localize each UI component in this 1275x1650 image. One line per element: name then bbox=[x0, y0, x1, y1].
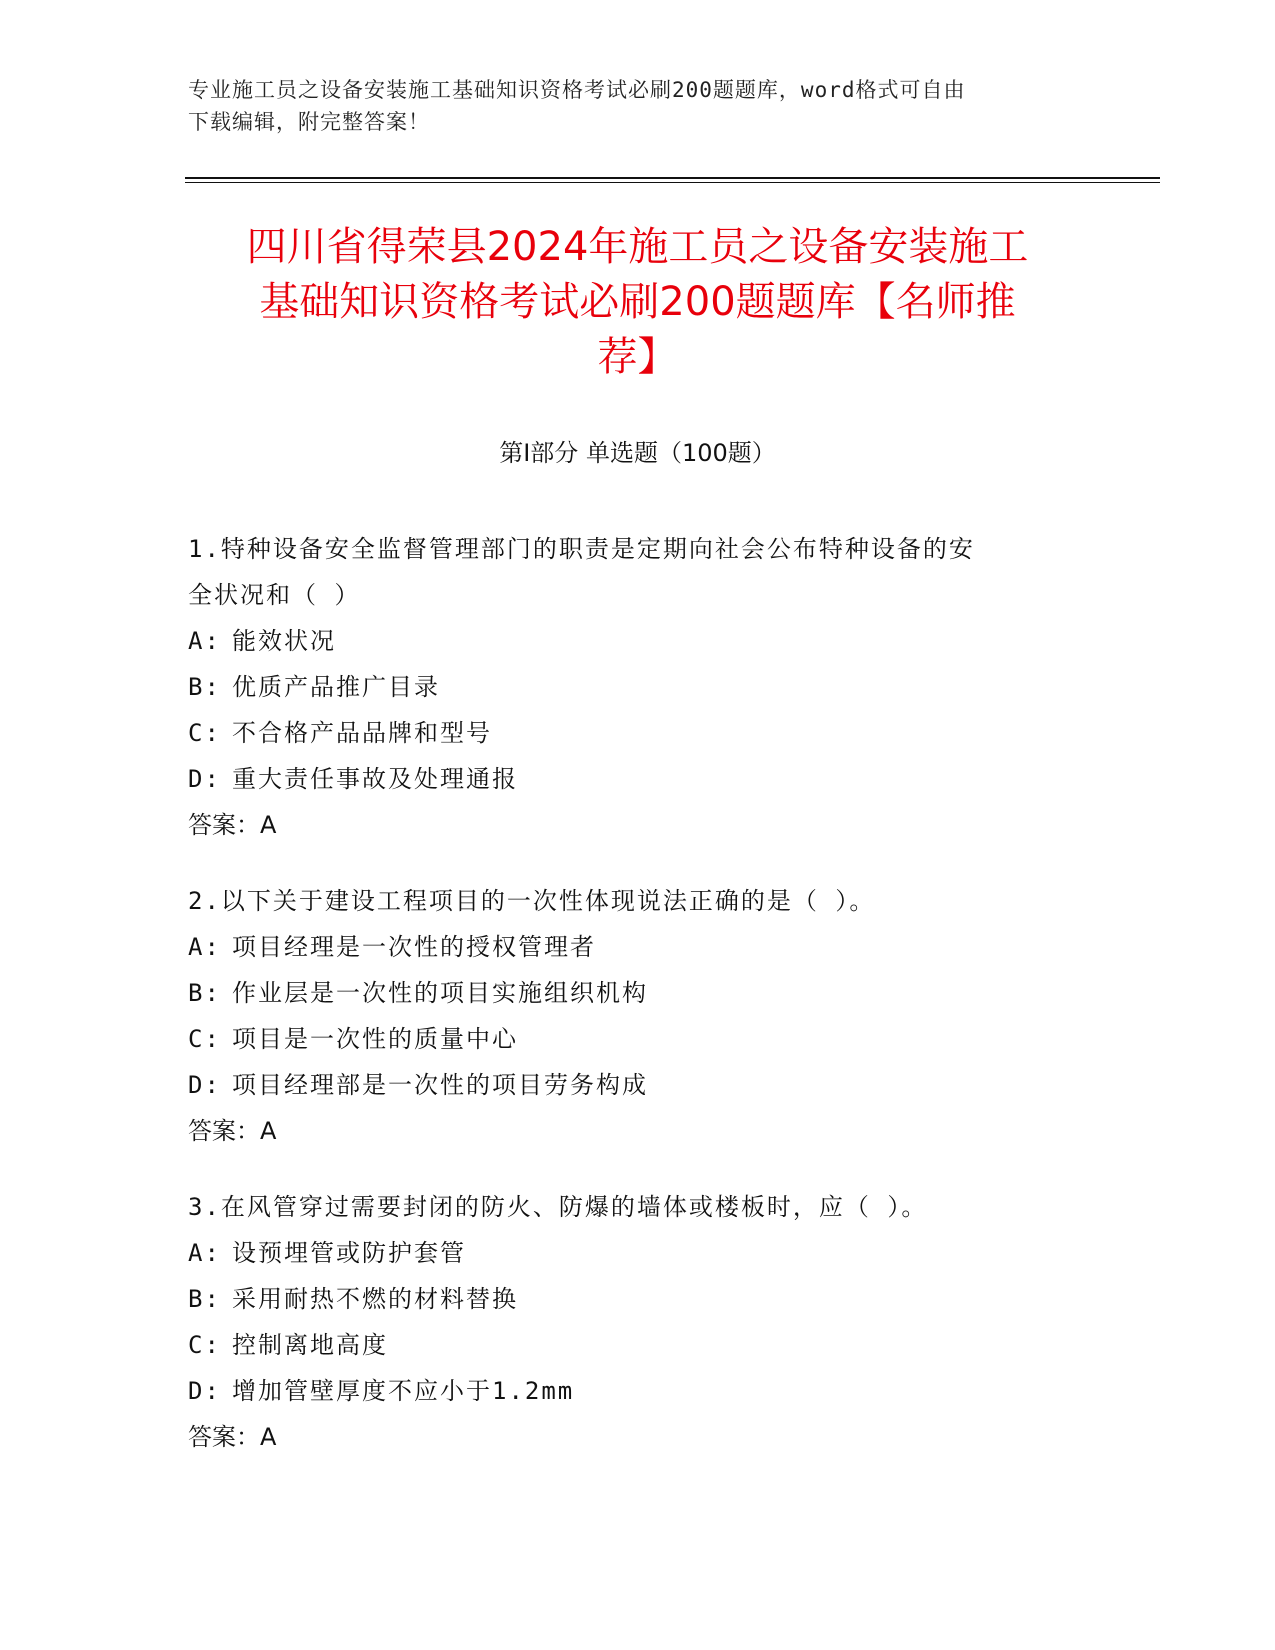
answer-value: A bbox=[260, 1423, 277, 1451]
option-key: B: bbox=[188, 1285, 221, 1313]
option-text: 重大责任事故及处理通报 bbox=[232, 765, 518, 793]
question-stem bbox=[188, 878, 1088, 924]
document-title bbox=[160, 220, 1115, 385]
option-text: 优质产品推广目录 bbox=[232, 673, 440, 701]
title-line-2: 基础知识资格考试必刷200题题库【名师推 bbox=[259, 279, 1016, 325]
section-heading: 第Ⅰ部分 单选题（100题） bbox=[499, 439, 776, 467]
question-stem-line: 全状况和（ ） bbox=[188, 581, 361, 609]
option-key: A: bbox=[188, 627, 221, 655]
answer-value: A bbox=[260, 811, 277, 839]
question-item bbox=[188, 878, 1088, 1154]
option-c bbox=[188, 1016, 1088, 1062]
option-a bbox=[188, 924, 1088, 970]
answer-line bbox=[188, 802, 1088, 848]
option-b bbox=[188, 1276, 1088, 1322]
option-text: 设预埋管或防护套管 bbox=[232, 1239, 466, 1267]
answer-label: 答案： bbox=[188, 811, 260, 839]
option-c bbox=[188, 710, 1088, 756]
option-text: 增加管壁厚度不应小于1.2mm bbox=[232, 1377, 575, 1405]
title-line-3: 荐】 bbox=[597, 334, 678, 380]
option-b bbox=[188, 664, 1088, 710]
option-text: 控制离地高度 bbox=[232, 1331, 388, 1359]
header-divider-thick bbox=[185, 177, 1160, 179]
question-stem-line: 1.特种设备安全监督管理部门的职责是定期向社会公布特种设备的安 bbox=[188, 535, 975, 563]
answer-line bbox=[188, 1108, 1088, 1154]
option-b bbox=[188, 970, 1088, 1016]
question-stem bbox=[188, 526, 1088, 618]
question-stem bbox=[188, 1184, 1088, 1230]
option-key: C: bbox=[188, 719, 221, 747]
answer-label: 答案： bbox=[188, 1423, 260, 1451]
document-header-note bbox=[188, 74, 1088, 138]
question-stem-line: 2.以下关于建设工程项目的一次性体现说法正确的是（ ）。 bbox=[188, 887, 876, 915]
option-key: B: bbox=[188, 673, 221, 701]
option-key: D: bbox=[188, 765, 221, 793]
option-d bbox=[188, 756, 1088, 802]
option-text: 采用耐热不燃的材料替换 bbox=[232, 1285, 518, 1313]
option-text: 项目是一次性的质量中心 bbox=[232, 1025, 518, 1053]
question-item bbox=[188, 1184, 1088, 1460]
option-a bbox=[188, 1230, 1088, 1276]
option-text: 项目经理部是一次性的项目劳务构成 bbox=[232, 1071, 648, 1099]
option-text: 不合格产品品牌和型号 bbox=[232, 719, 492, 747]
option-key: B: bbox=[188, 979, 221, 1007]
option-a bbox=[188, 618, 1088, 664]
option-d bbox=[188, 1062, 1088, 1108]
question-stem-line: 3.在风管穿过需要封闭的防火、防爆的墙体或楼板时，应（ ）。 bbox=[188, 1193, 928, 1221]
option-key: A: bbox=[188, 933, 221, 961]
option-key: D: bbox=[188, 1377, 221, 1405]
answer-value: A bbox=[260, 1117, 277, 1145]
option-key: C: bbox=[188, 1331, 221, 1359]
option-key: D: bbox=[188, 1071, 221, 1099]
option-key: A: bbox=[188, 1239, 221, 1267]
header-divider-thin bbox=[185, 182, 1160, 183]
option-c bbox=[188, 1322, 1088, 1368]
option-d bbox=[188, 1368, 1088, 1414]
option-text: 能效状况 bbox=[232, 627, 336, 655]
option-key: C: bbox=[188, 1025, 221, 1053]
question-list bbox=[188, 526, 1088, 1490]
answer-label: 答案： bbox=[188, 1117, 260, 1145]
question-item bbox=[188, 526, 1088, 848]
option-text: 作业层是一次性的项目实施组织机构 bbox=[232, 979, 648, 1007]
header-note-line-2: 下载编辑，附完整答案！ bbox=[188, 110, 430, 134]
header-note-line-1: 专业施工员之设备安装施工基础知识资格考试必刷200题题库，word格式可自由 bbox=[188, 78, 966, 102]
option-text: 项目经理是一次性的授权管理者 bbox=[232, 933, 596, 961]
title-line-1: 四川省得荣县2024年施工员之设备安装施工 bbox=[246, 224, 1029, 270]
answer-line bbox=[188, 1414, 1088, 1460]
